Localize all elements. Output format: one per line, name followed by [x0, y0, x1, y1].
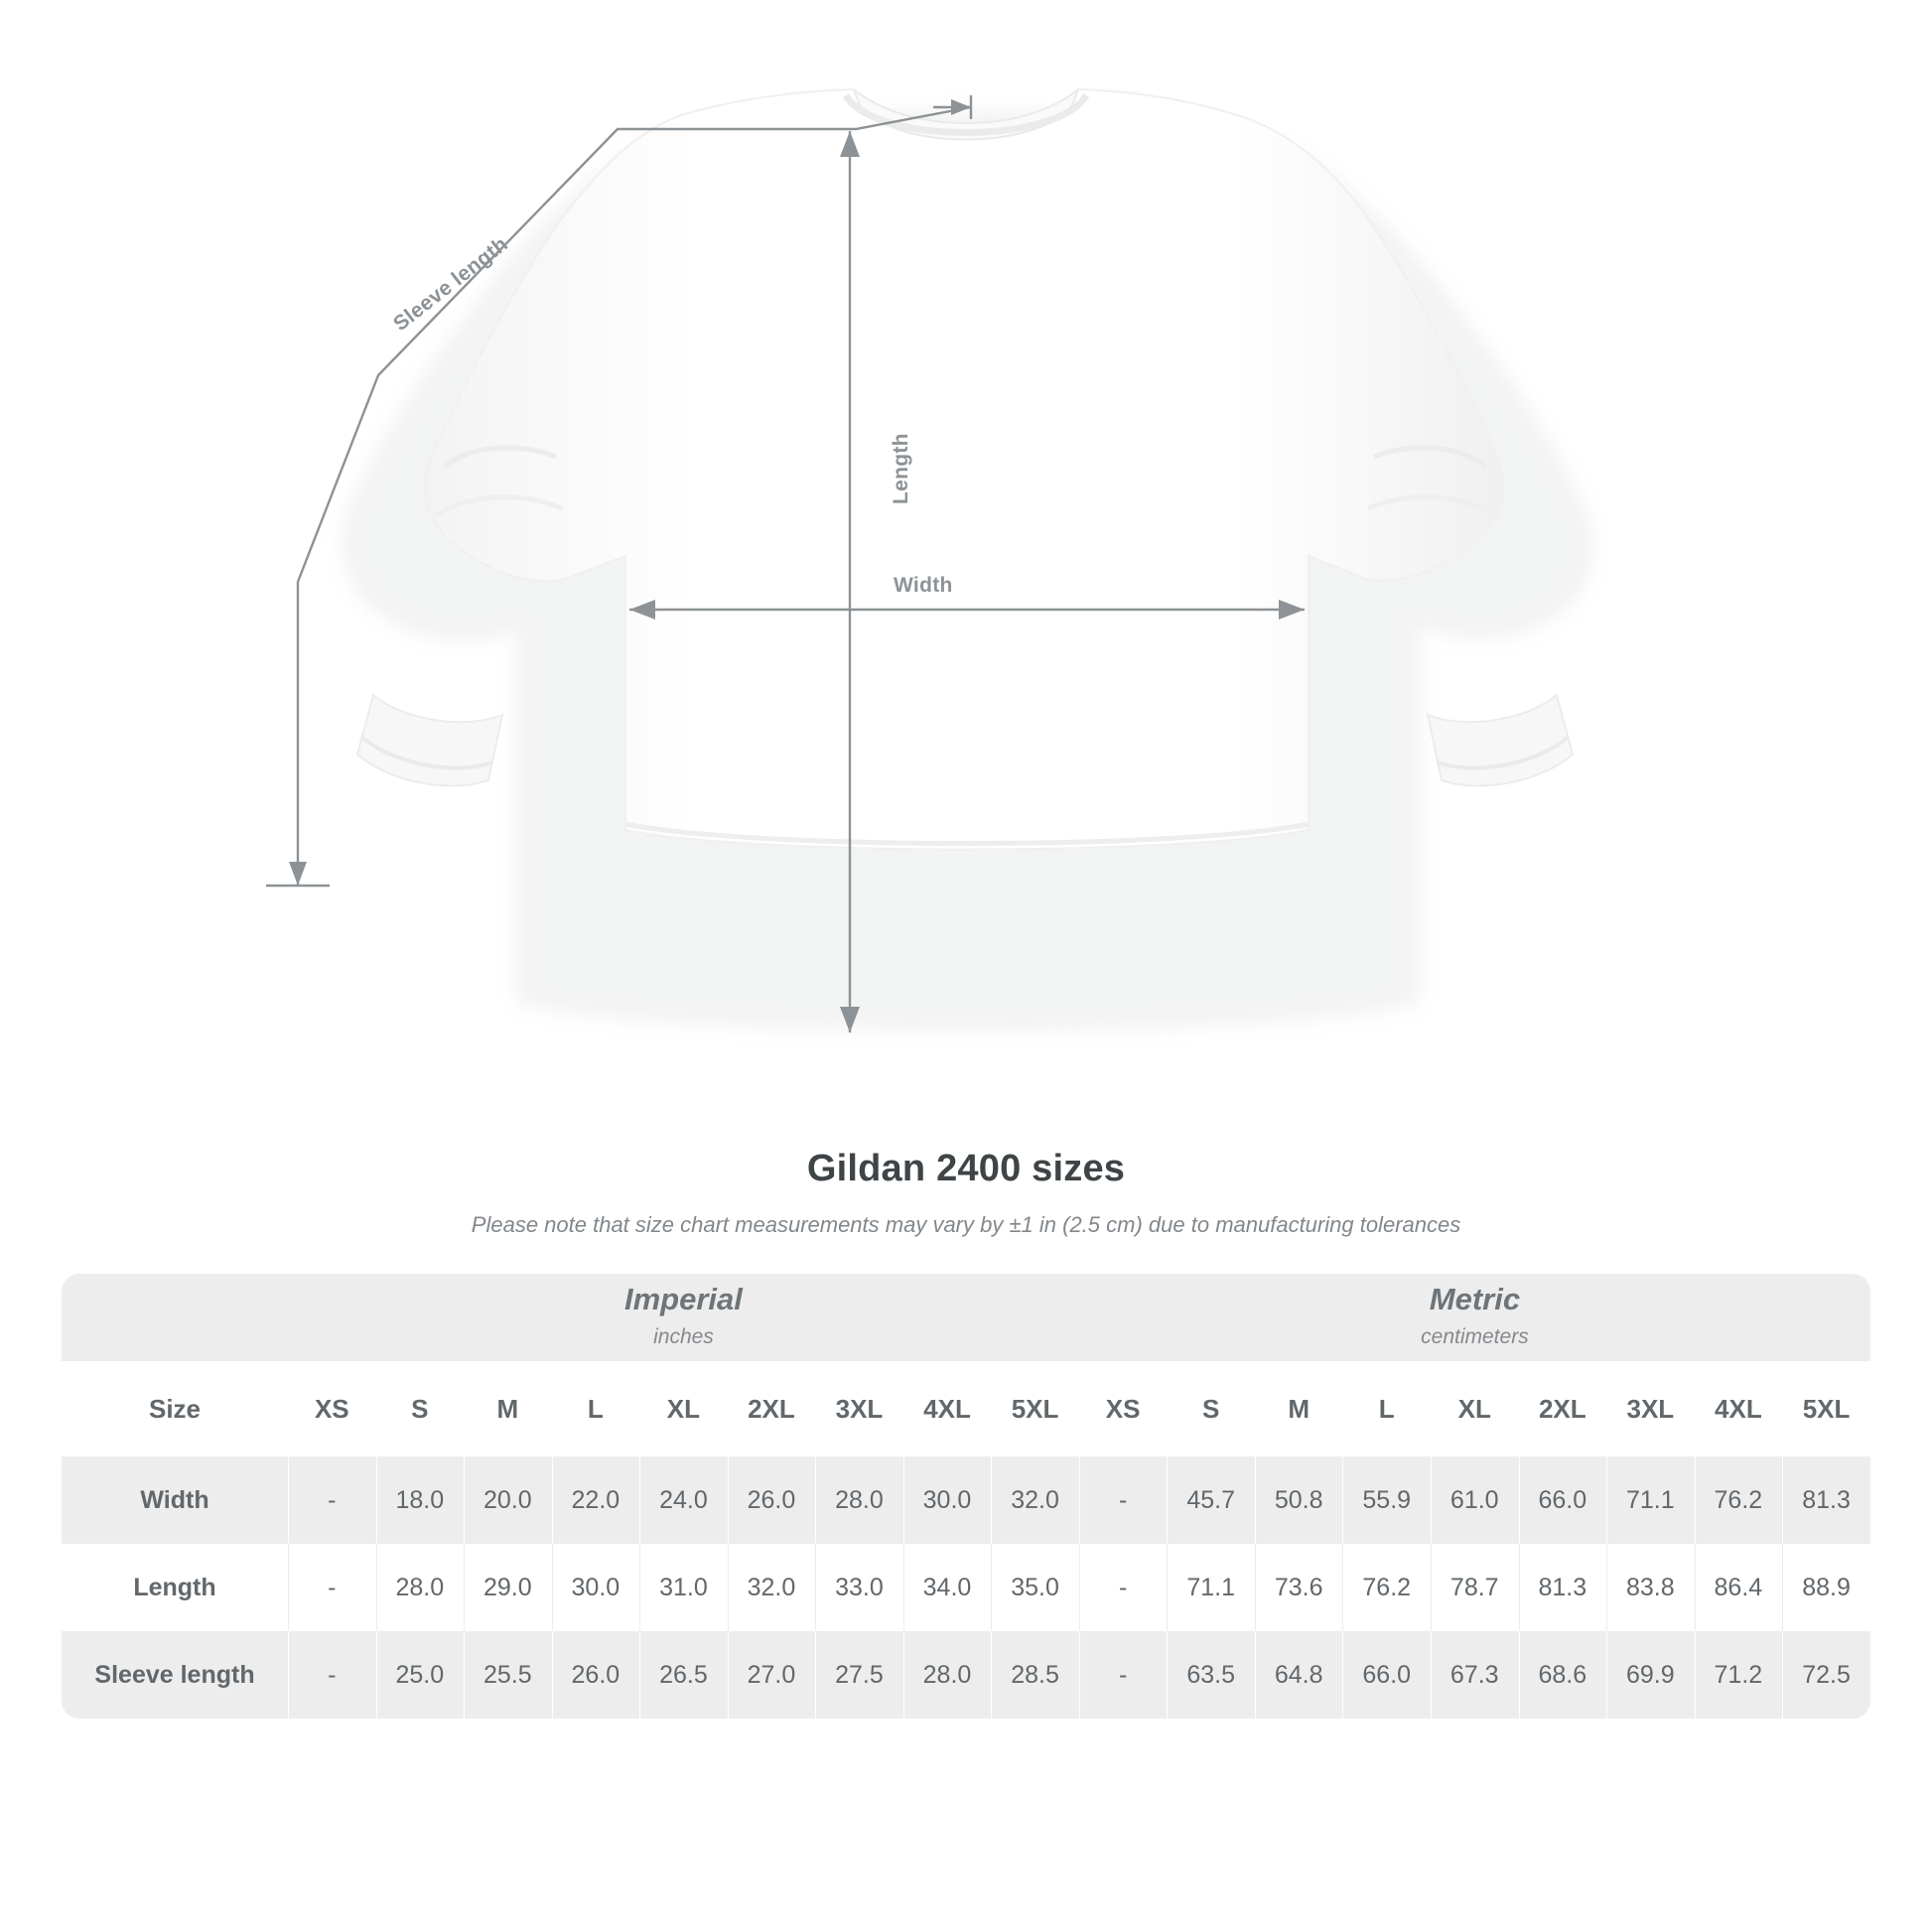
cell-length-metric-5xl: 88.9 — [1782, 1544, 1870, 1631]
cell-sleeve-imperial-3xl: 27.5 — [815, 1631, 903, 1719]
cell-sleeve-metric-xs: - — [1079, 1631, 1168, 1719]
cell-sleeve-imperial-m: 25.5 — [464, 1631, 552, 1719]
sleeve-length-label: Sleeve length — [389, 232, 512, 337]
cell-length-imperial-3xl: 33.0 — [815, 1544, 903, 1631]
size-col-imperial-xs: XS — [288, 1361, 376, 1456]
cell-length-metric-s: 71.1 — [1167, 1544, 1255, 1631]
size-col-imperial-m: M — [464, 1361, 552, 1456]
cell-length-imperial-l: 30.0 — [552, 1544, 640, 1631]
cell-sleeve-metric-5xl: 72.5 — [1782, 1631, 1870, 1719]
cell-width-imperial-3xl: 28.0 — [815, 1456, 903, 1544]
width-label: Width — [894, 574, 953, 597]
tolerance-note: Please note that size chart measurements may vary by ±1 in (2.5 cm) due to manufacturing tolerances — [471, 1212, 1461, 1237]
chart-title-block — [0, 1148, 1932, 1238]
cell-sleeve-metric-4xl: 71.2 — [1695, 1631, 1783, 1719]
size-col-metric-3xl: 3XL — [1606, 1361, 1695, 1456]
cell-sleeve-imperial-5xl: 28.5 — [991, 1631, 1079, 1719]
size-col-imperial-xl: XL — [639, 1361, 728, 1456]
unit-sub-metric: centimeters — [1421, 1324, 1529, 1348]
cell-length-metric-3xl: 83.8 — [1606, 1544, 1695, 1631]
cell-width-metric-m: 50.8 — [1255, 1456, 1343, 1544]
unit-head-metric — [1079, 1274, 1870, 1361]
cell-length-metric-xl: 78.7 — [1431, 1544, 1519, 1631]
cell-length-imperial-4xl: 34.0 — [903, 1544, 992, 1631]
cell-width-metric-4xl: 76.2 — [1695, 1456, 1783, 1544]
size-col-metric-xl: XL — [1431, 1361, 1519, 1456]
size-header-label: Size — [62, 1361, 288, 1456]
unit-group-row — [62, 1274, 1870, 1361]
cell-length-imperial-2xl: 32.0 — [728, 1544, 816, 1631]
cell-sleeve-imperial-l: 26.0 — [552, 1631, 640, 1719]
row-label-width: Width — [62, 1456, 288, 1544]
table-row — [62, 1456, 1870, 1544]
row-label-length: Length — [62, 1544, 288, 1631]
table-row — [62, 1631, 1870, 1719]
cell-width-metric-3xl: 71.1 — [1606, 1456, 1695, 1544]
size-col-metric-2xl: 2XL — [1519, 1361, 1607, 1456]
cell-sleeve-imperial-xs: - — [288, 1631, 376, 1719]
cell-sleeve-metric-3xl: 69.9 — [1606, 1631, 1695, 1719]
size-col-imperial-l: L — [552, 1361, 640, 1456]
cell-width-imperial-l: 22.0 — [552, 1456, 640, 1544]
size-col-imperial-3xl: 3XL — [815, 1361, 903, 1456]
cell-sleeve-imperial-4xl: 28.0 — [903, 1631, 992, 1719]
unit-head-imperial — [288, 1274, 1079, 1361]
size-table — [62, 1274, 1870, 1719]
size-col-metric-4xl: 4XL — [1695, 1361, 1783, 1456]
table-row — [62, 1544, 1870, 1631]
size-col-metric-m: M — [1255, 1361, 1343, 1456]
cell-width-imperial-xl: 24.0 — [639, 1456, 728, 1544]
unit-head-blank — [62, 1274, 288, 1361]
size-col-imperial-4xl: 4XL — [903, 1361, 992, 1456]
cell-width-metric-2xl: 66.0 — [1519, 1456, 1607, 1544]
size-col-metric-5xl: 5XL — [1782, 1361, 1870, 1456]
cell-width-imperial-xs: - — [288, 1456, 376, 1544]
size-col-imperial-s: S — [376, 1361, 465, 1456]
unit-sub-imperial: inches — [653, 1324, 714, 1348]
cell-sleeve-imperial-xl: 26.5 — [639, 1631, 728, 1719]
cell-sleeve-imperial-2xl: 27.0 — [728, 1631, 816, 1719]
arrowhead-sleeve-bottom — [289, 862, 307, 886]
cell-length-metric-2xl: 81.3 — [1519, 1544, 1607, 1631]
cell-width-imperial-s: 18.0 — [376, 1456, 465, 1544]
length-label: Length — [890, 433, 912, 504]
cell-sleeve-metric-s: 63.5 — [1167, 1631, 1255, 1719]
cell-sleeve-metric-xl: 67.3 — [1431, 1631, 1519, 1719]
page-title: Gildan 2400 sizes — [806, 1148, 1126, 1189]
cell-length-imperial-m: 29.0 — [464, 1544, 552, 1631]
cell-length-metric-4xl: 86.4 — [1695, 1544, 1783, 1631]
cell-length-metric-l: 76.2 — [1342, 1544, 1431, 1631]
cell-length-imperial-s: 28.0 — [376, 1544, 465, 1631]
cell-width-metric-xs: - — [1079, 1456, 1168, 1544]
cell-width-metric-5xl: 81.3 — [1782, 1456, 1870, 1544]
size-col-metric-xs: XS — [1079, 1361, 1168, 1456]
cell-sleeve-metric-l: 66.0 — [1342, 1631, 1431, 1719]
cell-width-imperial-m: 20.0 — [464, 1456, 552, 1544]
size-header-row — [62, 1361, 1870, 1456]
cell-width-metric-xl: 61.0 — [1431, 1456, 1519, 1544]
cell-width-imperial-4xl: 30.0 — [903, 1456, 992, 1544]
cell-length-imperial-xl: 31.0 — [639, 1544, 728, 1631]
cell-sleeve-imperial-s: 25.0 — [376, 1631, 465, 1719]
cell-length-metric-m: 73.6 — [1255, 1544, 1343, 1631]
unit-name-metric: Metric — [1429, 1281, 1521, 1316]
size-col-metric-s: S — [1167, 1361, 1255, 1456]
size-col-metric-l: L — [1342, 1361, 1431, 1456]
cell-length-imperial-5xl: 35.0 — [991, 1544, 1079, 1631]
size-table-wrap — [62, 1274, 1870, 1719]
cell-width-metric-s: 45.7 — [1167, 1456, 1255, 1544]
size-col-imperial-2xl: 2XL — [728, 1361, 816, 1456]
cell-width-imperial-2xl: 26.0 — [728, 1456, 816, 1544]
size-col-imperial-5xl: 5XL — [991, 1361, 1079, 1456]
unit-name-imperial: Imperial — [624, 1281, 743, 1316]
cell-sleeve-metric-2xl: 68.6 — [1519, 1631, 1607, 1719]
row-label-sleeve-length: Sleeve length — [62, 1631, 288, 1719]
cell-width-metric-l: 55.9 — [1342, 1456, 1431, 1544]
cell-length-metric-xs: - — [1079, 1544, 1168, 1631]
cell-sleeve-metric-m: 64.8 — [1255, 1631, 1343, 1719]
cell-length-imperial-xs: - — [288, 1544, 376, 1631]
cell-width-imperial-5xl: 32.0 — [991, 1456, 1079, 1544]
